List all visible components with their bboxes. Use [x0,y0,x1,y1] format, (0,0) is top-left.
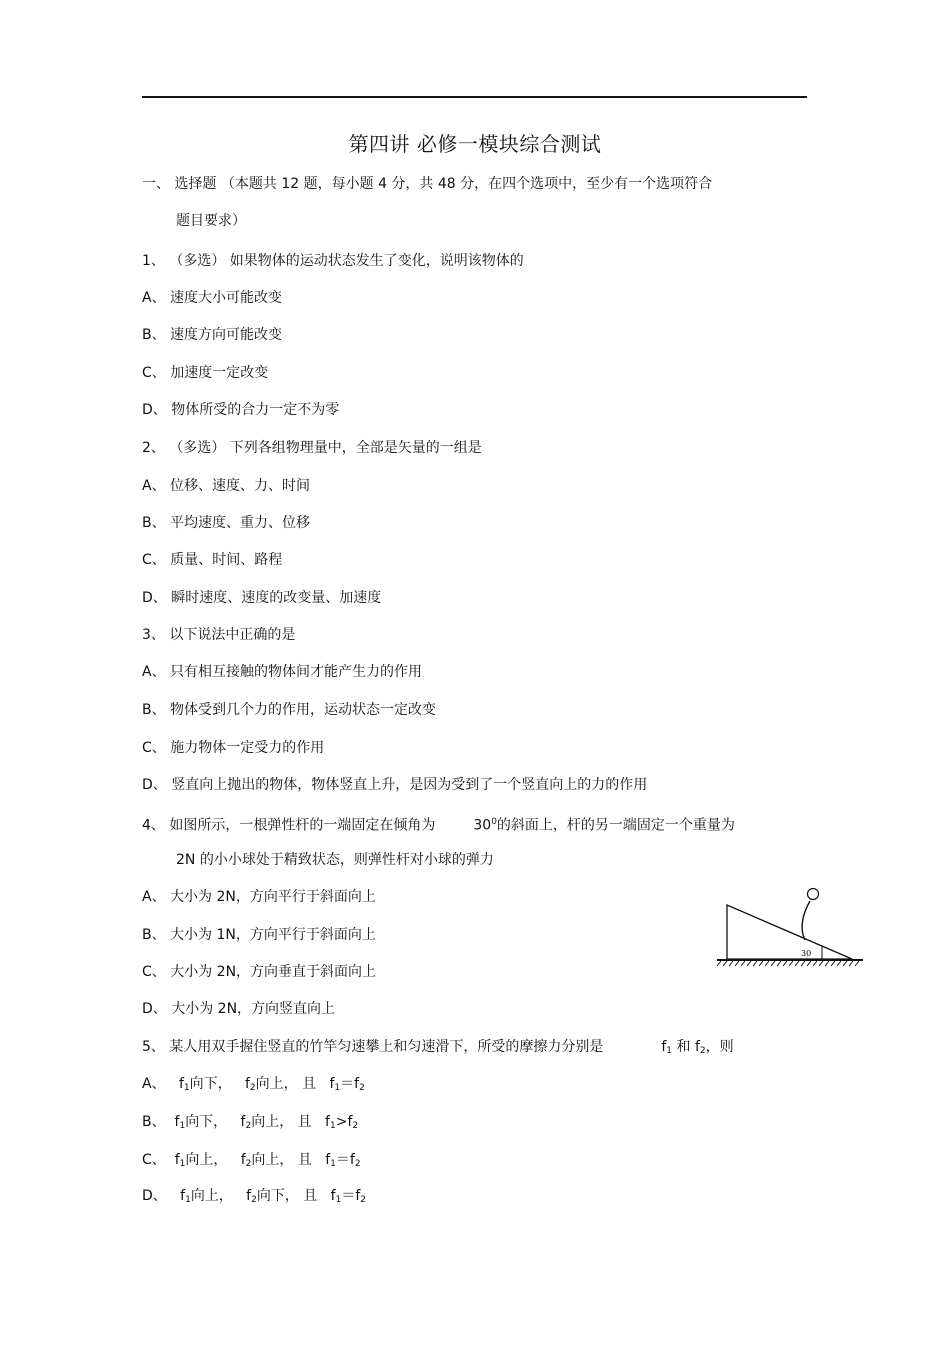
q1-option-d: D、 物体所受的合力一定不为零 [142,402,340,418]
q2-option-a: A、 位移、速度、力、时间 [142,478,311,494]
q1-option-b: B、 速度方向可能改变 [142,327,283,343]
q4-stem-a: 4、 如图所示，一根弹性杆的一端固定在倾角为 [142,817,436,834]
q2-option-d: D、 瞬时速度、速度的改变量、加速度 [142,590,382,606]
section-heading-cont: 题目要求） [176,213,246,229]
q2-option-c: C、 质量、时间、路程 [142,552,283,568]
ground-hatching [717,961,859,966]
q4-angle-sup: 0 [491,817,497,827]
header-rule [142,96,807,98]
q5-option-a: A、 $f_1$向下， $f_2$向上， 且 $f_1=f_2$ [142,1076,365,1093]
q4-angle: 30 [473,817,492,834]
q1-option-c: C、 加速度一定改变 [142,365,269,381]
q1-option-a: A、 速度大小可能改变 [142,290,283,306]
q4-stem-b: 的斜面上，杆的另一端固定一个重量为 [496,817,735,834]
q3-option-a: A、 只有相互接触的物体间才能产生力的作用 [142,664,423,680]
angle-label: 30 [801,949,812,958]
q5-option-d: D、 $f_1$向上， $f_2$向下， 且 $f_1=f_2$ [142,1188,366,1205]
q1-stem: 1、 （多选） 如果物体的运动状态发生了变化，说明该物体的 [142,253,524,269]
q4-option-a: A、 大小为 2N，方向平行于斜面向上 [142,889,376,905]
incline-triangle [727,905,852,959]
q4-stem-cont: 2N 的小小球处于精致状态，则弹性杆对小球的弹力 [176,852,494,868]
ball [808,889,819,900]
q3-stem: 3、 以下说法中正确的是 [142,627,296,643]
q3-option-b: B、 物体受到几个力的作用，运动状态一定改变 [142,702,437,718]
q5-stem: 5、 某人用双手握住竖直的竹竿匀速攀上和匀速滑下，所受的摩擦力分别是 $f_1$ 和 $f_2$，则 [142,1039,734,1056]
q2-option-b: B、 平均速度、重力、位移 [142,515,311,531]
q4-option-b: B、 大小为 1N，方向平行于斜面向上 [142,927,376,943]
q5-option-b: B、 $f_1$向下， $f_2$向上， 且 $f_1>f_2$ [142,1114,359,1131]
q4-option-c: C、 大小为 2N，方向垂直于斜面向上 [142,964,377,980]
q2-stem: 2、 （多选） 下列各组物理量中，全部是矢量的一组是 [142,440,482,456]
section-heading: 一、 选择题 （本题共 12 题，每小题 4 分，共 48 分，在四个选项中，至少有一个选项符合 [142,176,713,192]
q3-option-d: D、 竖直向上抛出的物体，物体竖直上升，是因为受到了一个竖直向上的力的作用 [142,777,648,793]
page-title: 第四讲 必修一模块综合测试 [348,132,602,156]
q4-option-d: D、 大小为 2N，方向竖直向上 [142,1001,336,1017]
incline-rod-ball-figure [715,883,865,971]
q3-option-c: C、 施力物体一定受力的作用 [142,740,325,756]
q5-option-c: C、 $f_1$向上， $f_2$向上， 且 $f_1=f_2$ [142,1152,361,1169]
q4-stem [142,812,735,836]
q5-stem-text: 5、 某人用双手握住竖直的竹竿匀速攀上和匀速滑下，所受的摩擦力分别是 [142,1039,604,1055]
elastic-rod [802,901,810,940]
